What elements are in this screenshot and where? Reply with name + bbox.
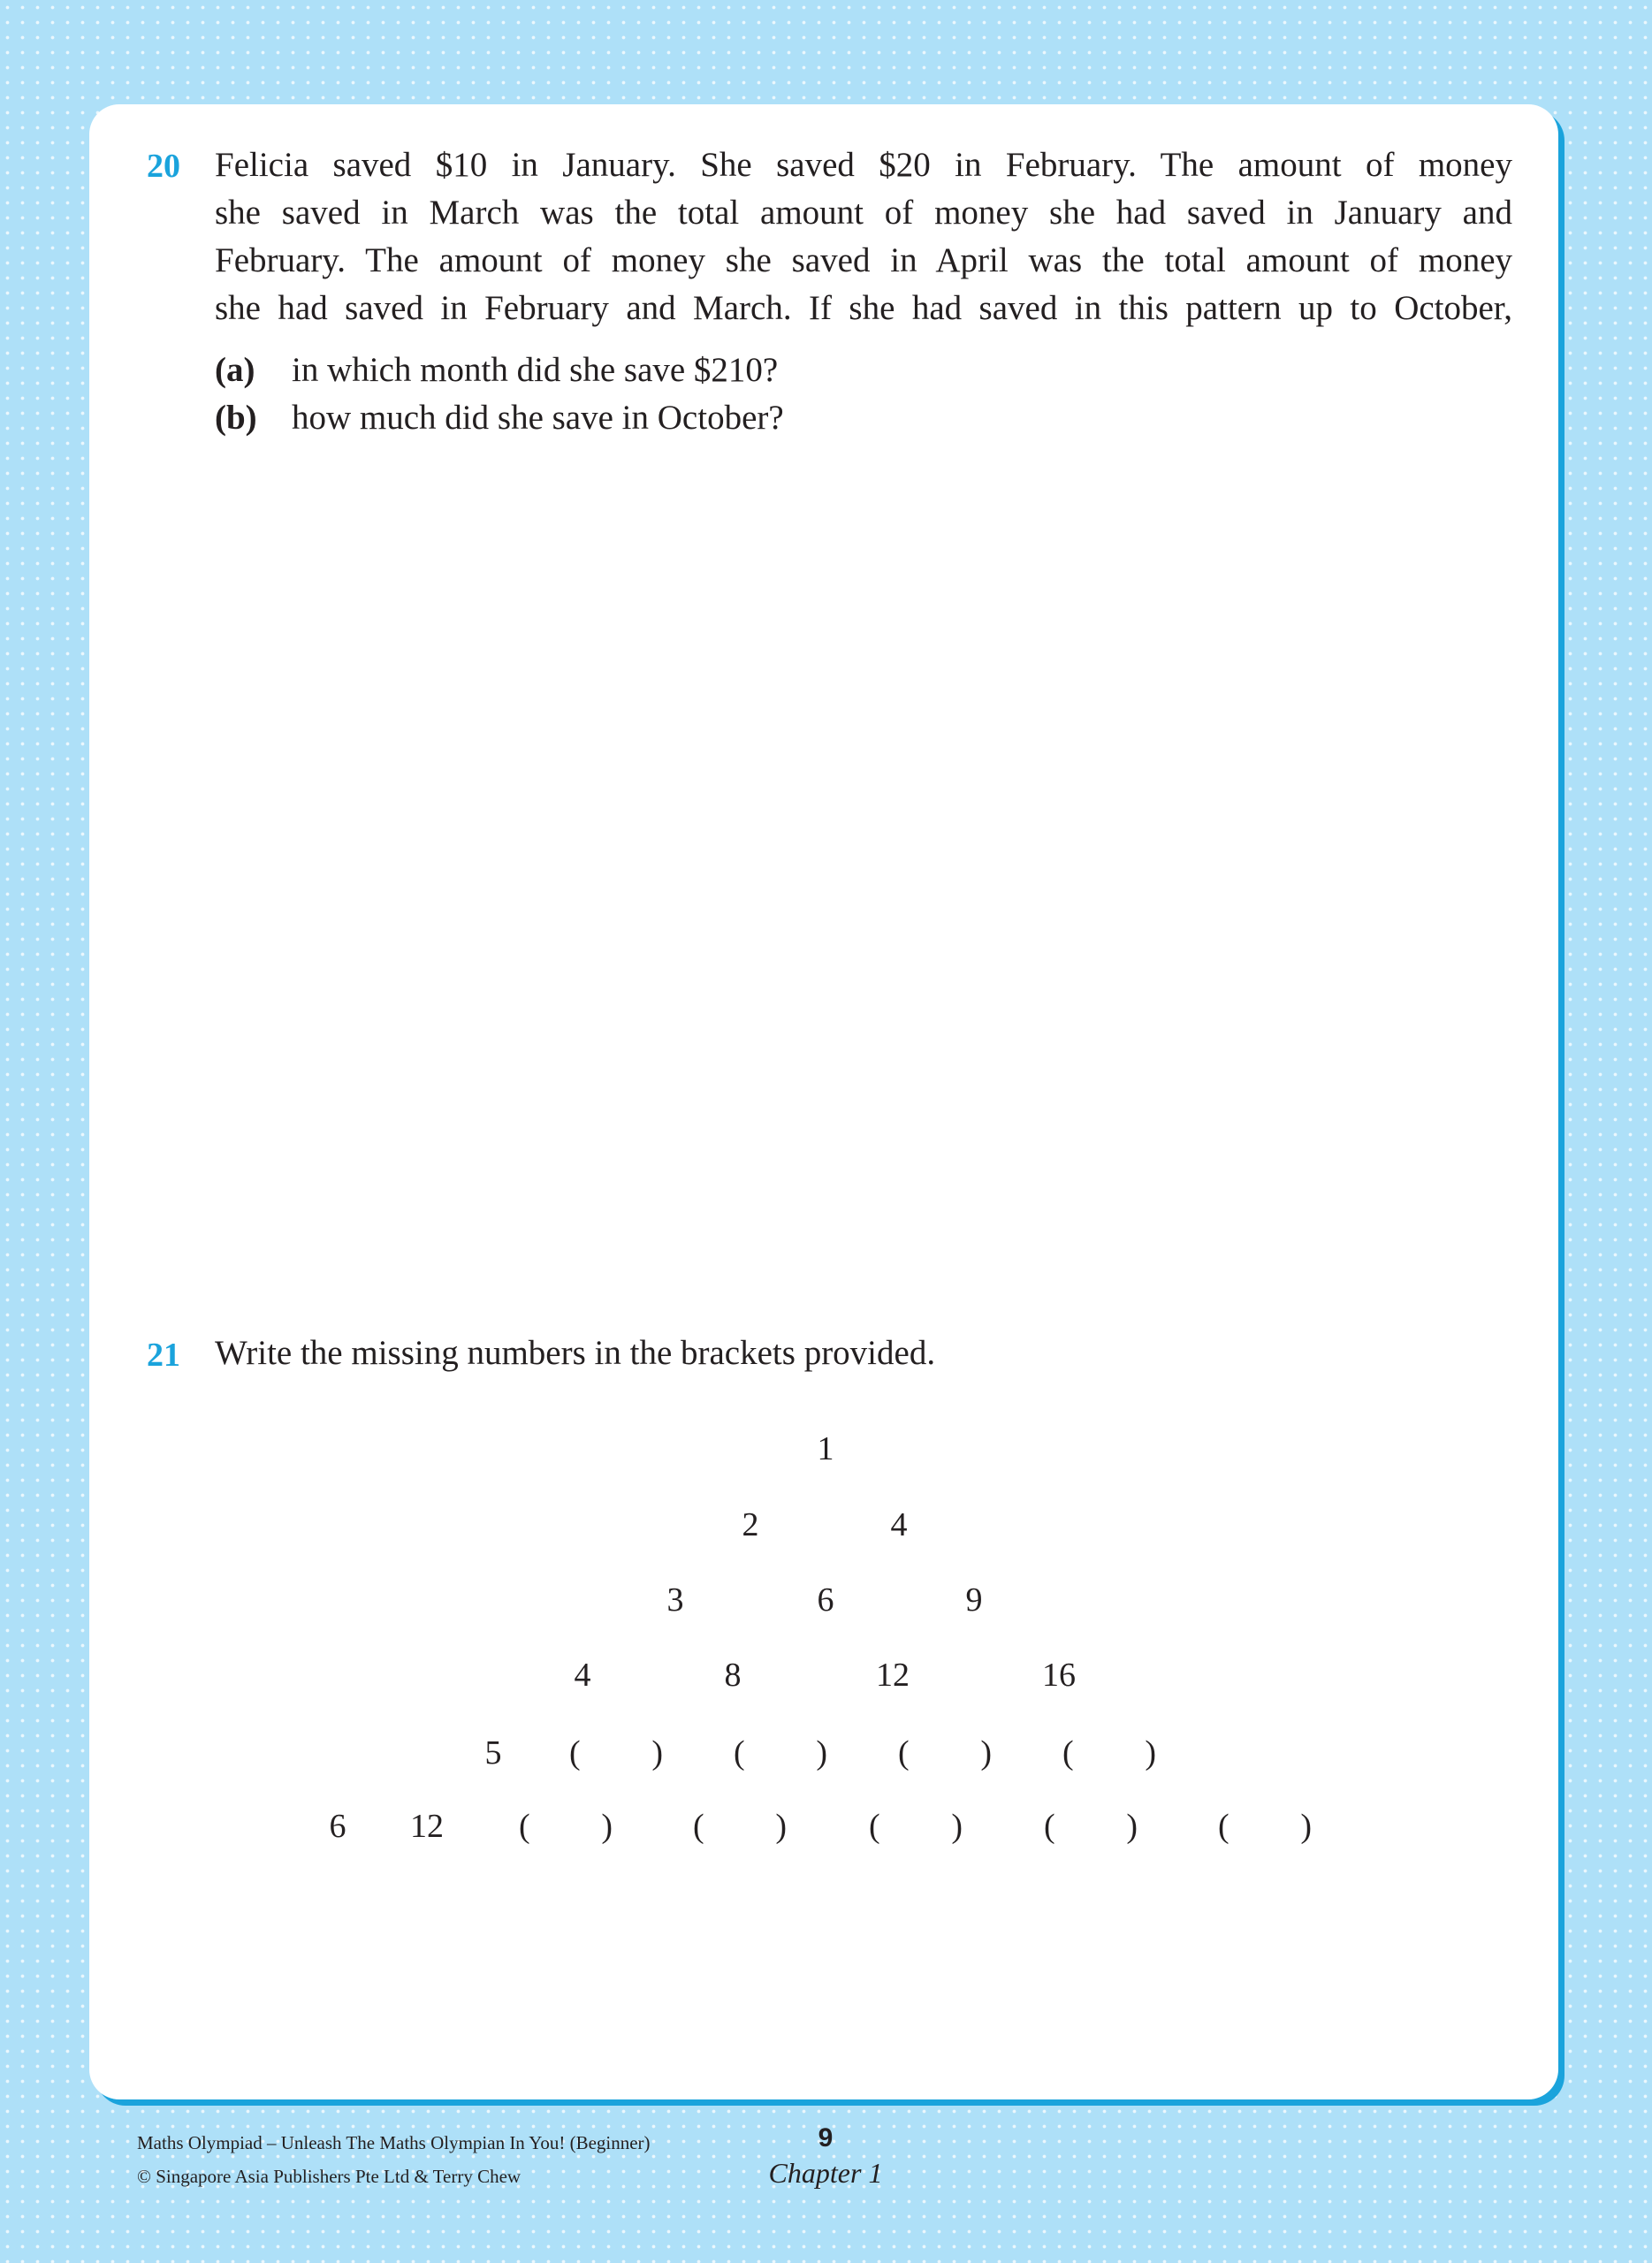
answer-bracket[interactable]	[1218, 1810, 1312, 1843]
bracket-open: (	[569, 1734, 581, 1772]
pyramid-number: 1	[817, 1430, 834, 1467]
pyramid-number: 12	[410, 1808, 444, 1845]
question-20-line: Felicia saved $10 in January. She saved $20 in February. The amount of money	[215, 146, 1512, 184]
pyramid-number: 12	[876, 1657, 910, 1694]
chapter-label: Chapter 1	[768, 2157, 883, 2189]
question-number-21: 21	[147, 1337, 180, 1374]
pyramid-number: 16	[1042, 1657, 1076, 1694]
answer-bracket[interactable]	[1062, 1736, 1156, 1770]
part-label: (a)	[215, 351, 255, 389]
pyramid-number: 6	[329, 1808, 346, 1845]
bracket-open: (	[734, 1734, 745, 1772]
pyramid-number: 3	[666, 1581, 684, 1619]
part-label: (b)	[215, 399, 257, 437]
bracket-open: (	[898, 1734, 910, 1772]
bracket-close: )	[601, 1808, 613, 1845]
answer-bracket[interactable]	[519, 1810, 613, 1843]
bracket-open: (	[693, 1808, 704, 1845]
question-20-part-b	[215, 394, 784, 442]
question-21-text: Write the missing numbers in the brackets provided.	[215, 1334, 936, 1372]
question-number-20: 20	[147, 148, 180, 185]
answer-bracket[interactable]	[734, 1736, 827, 1770]
bracket-open: (	[519, 1808, 530, 1845]
bracket-open: (	[869, 1808, 880, 1845]
bracket-open: (	[1062, 1734, 1074, 1772]
question-20-line: she saved in March was the total amount of money she had saved in January and	[215, 194, 1512, 232]
question-20-line: she had saved in February and March. If she had saved in this pattern up to October,	[215, 289, 1512, 327]
pyramid-number: 2	[742, 1506, 759, 1543]
bracket-close: )	[1300, 1808, 1312, 1845]
answer-bracket[interactable]	[569, 1736, 663, 1770]
pyramid-number: 6	[817, 1581, 834, 1619]
footer-book-title: Maths Olympiad – Unleash The Maths Olympian In You! (Beginner)	[137, 2132, 651, 2153]
part-text: how much did she save in October?	[292, 399, 784, 437]
bracket-open: (	[1218, 1808, 1229, 1845]
question-20-part-a	[215, 347, 778, 394]
pyramid-number: 8	[724, 1657, 742, 1694]
part-text: in which month did she save $210?	[292, 351, 779, 389]
bracket-open: (	[1044, 1808, 1055, 1845]
bracket-close: )	[1145, 1734, 1156, 1772]
answer-bracket[interactable]	[693, 1810, 787, 1843]
pyramid-number: 5	[484, 1734, 502, 1772]
answer-bracket[interactable]	[1044, 1810, 1138, 1843]
bracket-close: )	[816, 1734, 827, 1772]
pyramid-number: 4	[890, 1506, 908, 1543]
answer-bracket[interactable]	[898, 1736, 992, 1770]
page-number: 9	[818, 2123, 834, 2153]
question-20-text	[215, 141, 1512, 332]
pyramid-number: 9	[965, 1581, 983, 1619]
bracket-close: )	[1126, 1808, 1138, 1845]
pyramid-number: 4	[574, 1657, 591, 1694]
footer-copyright: © Singapore Asia Publishers Pte Ltd & Terry Chew	[137, 2166, 521, 2187]
bracket-close: )	[980, 1734, 992, 1772]
bracket-close: )	[651, 1734, 663, 1772]
bracket-close: )	[775, 1808, 787, 1845]
question-20-line: February. The amount of money she saved in April was the total amount of money	[215, 241, 1512, 279]
answer-bracket[interactable]	[869, 1810, 963, 1843]
bracket-close: )	[951, 1808, 963, 1845]
